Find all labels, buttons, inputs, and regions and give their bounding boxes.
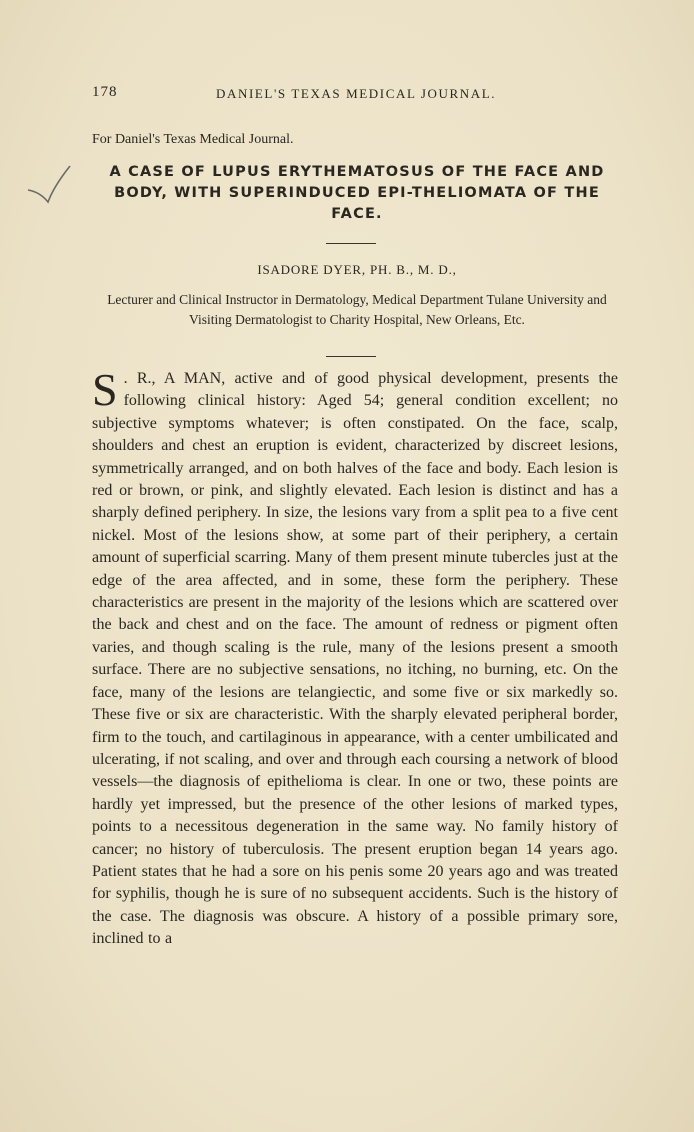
source-line: For Daniel's Texas Medical Journal.	[92, 132, 294, 147]
article-title: A CASE OF LUPUS ERYTHEMATOSUS OF THE FACE AND BODY, WITH SUPERINDUCED EPI-THELIOMATA OF THE FACE.	[109, 164, 605, 222]
author-affiliation: Lecturer and Clinical Instructor in Dermatology, Medical Department Tulane University and Visiting Dermatologist to Charity Hospital, New Orleans, Etc.	[107, 292, 607, 327]
page-header	[92, 84, 622, 106]
page-number: 178	[92, 84, 118, 100]
divider-rule	[326, 356, 376, 357]
body-text: . R., A MAN, active and of good physical development, presents the following clinical history: Aged 54; general condition excellent; no subjective symptoms whatever; is often constipated. On the face, scalp, shoulders and chest an eruption is evident, characterized by discreet lesions, symmetrically arranged, and on both halves of the face and body. Each lesion is red or brown, or pink, and slightly elevated. Each lesion is distinct and has a sharply defined periphery. In size, the lesions vary from a split pea to a five cent nickel. Most of the lesions show, at some part of their periphery, a certain amount of superficial scarring. Many of them present minute tubercles just at the edge of the area affected, and in some, these form the periphery. These characteristics are present in the majority of the lesions which are scattered over the back and chest and on the face. The amount of redness or pigment often varies, and though scaling is the rule, many of the lesions present a smooth surface. There are no subjective sensations, no itching, no burning, etc. On the face, many of the lesions are telangiectic, and some five or six markedly so. These five or six are characteristic. With the sharply elevated peripheral border, firm to the touch, and cartilaginous in appearance, with a center umbilicated and ulcerating, if not scaling, and over and through each coursing a network of blood vessels—the diagnosis of epithelioma is clear. In one or two, these points are hardly yet impressed, but the presence of the other lesions of marked types, points to a necessitous degeneration in the same way. No family history of cancer; no history of tuberculosis. The present eruption began 14 years ago. Patient states that he had a sore on his penis some 20 years ago and was treated for syphilis, though he is sure of no subsequent accidents. Such is the history of the case. The diagnosis was obscure. A history of a possible primary sore, inclined to a	[92, 370, 618, 948]
divider-rule	[326, 243, 376, 244]
pencil-check-mark	[26, 162, 76, 212]
drop-cap: S	[92, 364, 118, 415]
running-head: DANIEL'S TEXAS MEDICAL JOURNAL.	[216, 86, 497, 101]
article-body	[92, 364, 618, 951]
author-name: ISADORE DYER, PH. B., M. D.,	[257, 262, 457, 277]
